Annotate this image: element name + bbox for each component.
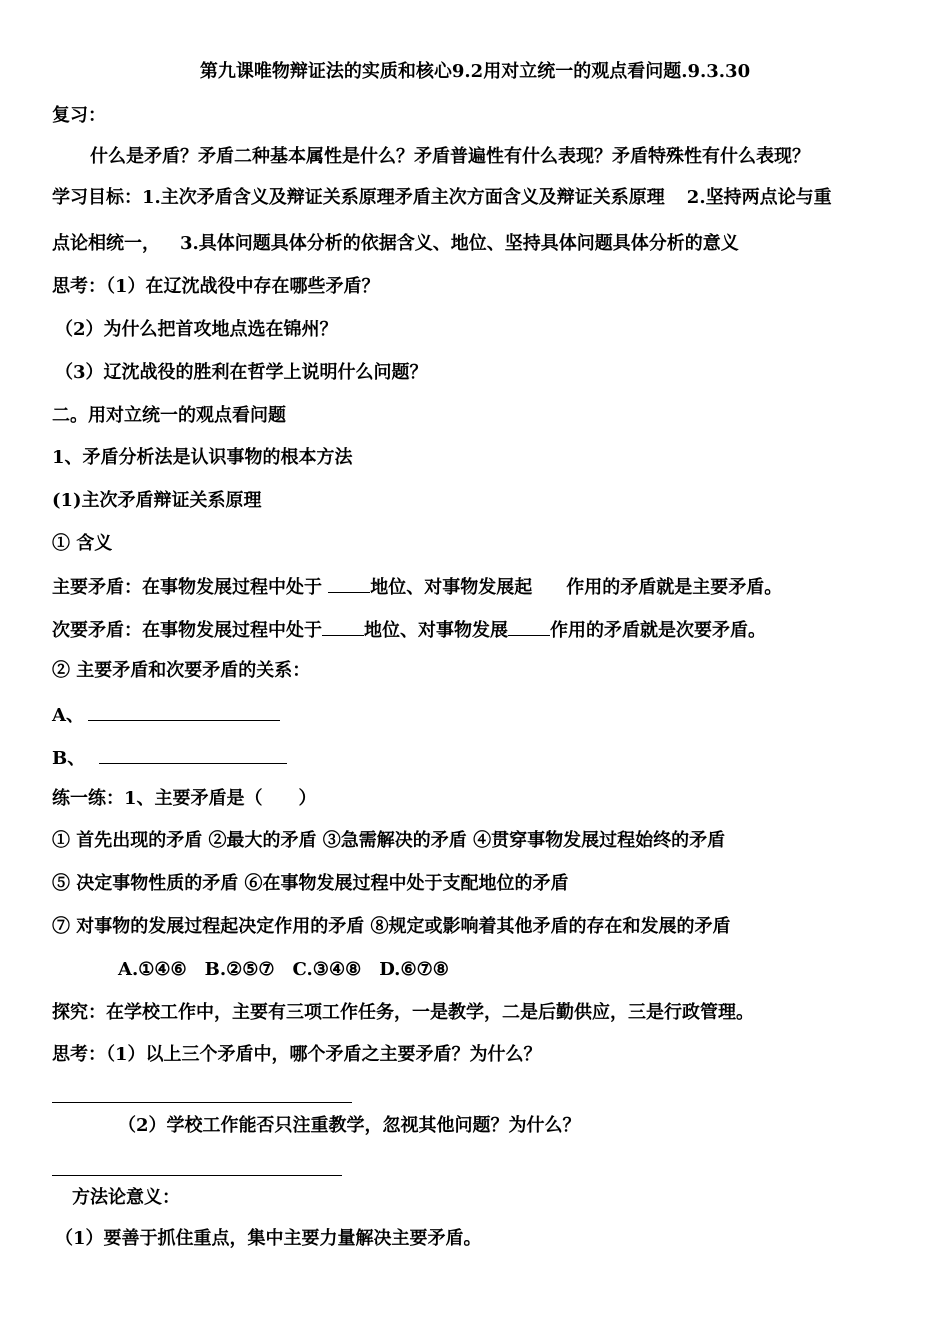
goals-part-c: 点论相统一， xyxy=(52,233,160,254)
main-def-text-b: 地位、对事物发展起 xyxy=(370,577,533,598)
main-def-text-c: 作用的矛盾就是主要矛盾。 xyxy=(566,577,783,598)
answer-choices: A.①④⑥ B.②⑤⑦ C.③④⑧ D.⑥⑦⑧ xyxy=(118,959,449,980)
review-question: 什么是矛盾？矛盾二种基本属性是什么？矛盾普遍性有什么表现？矛盾特殊性有什么表现？ xyxy=(90,146,810,167)
options-row-2: ⑤ 决定事物性质的矛盾 ⑥在事物发展过程中处于支配地位的矛盾 xyxy=(52,873,569,894)
fill-blank[interactable] xyxy=(88,702,280,721)
relation-b xyxy=(52,745,910,771)
practice-question: 练一练：1、主要矛盾是（ ） xyxy=(52,788,317,809)
relation-a xyxy=(52,702,910,728)
think2-question-1: 思考：（1）以上三个矛盾中，哪个矛盾之主要矛盾？为什么？ xyxy=(52,1044,542,1065)
main-contradiction-definition xyxy=(52,574,910,600)
secondary-contradiction-definition xyxy=(52,617,910,643)
learning-goals-line2 xyxy=(52,232,910,256)
fill-blank[interactable] xyxy=(328,574,370,593)
think-question-3: （3）辽沈战役的胜利在哲学上说明什么问题？ xyxy=(55,362,428,383)
think-question-1: 思考：（1）在辽沈战役中存在哪些矛盾？ xyxy=(52,276,380,297)
options-row-1: ① 首先出现的矛盾 ②最大的矛盾 ③急需解决的矛盾 ④贯穿事物发展过程始终的矛盾 xyxy=(52,830,726,851)
fill-blank[interactable] xyxy=(322,617,364,636)
think-question-2: （2）为什么把首攻地点选在锦州？ xyxy=(55,319,338,340)
relation-b-label: B、 xyxy=(52,748,86,769)
section-heading-2: 二。用对立统一的观点看问题 xyxy=(52,405,286,426)
explore-paragraph: 探究：在学校工作中，主要有三项工作任务，一是教学，二是后勤供应，三是行政管理。 xyxy=(52,1002,754,1023)
fill-blank[interactable] xyxy=(99,745,287,764)
relation-label: ② 主要矛盾和次要矛盾的关系： xyxy=(52,660,311,681)
subheading-1-1: (1)主次矛盾辩证关系原理 xyxy=(52,490,262,511)
fill-blank[interactable] xyxy=(508,617,550,636)
goals-part-a: 学习目标：1.主次矛盾含义及辩证关系原理矛盾主次方面含义及辩证关系原理 xyxy=(52,187,665,208)
think2-question-2: （2）学校工作能否只注重教学，忽视其他问题？为什么？ xyxy=(118,1115,581,1136)
sec-def-text-b: 地位、对事物发展 xyxy=(364,620,508,641)
answer-line[interactable] xyxy=(52,1102,352,1103)
subheading-1: 1、矛盾分析法是认识事物的根本方法 xyxy=(52,447,353,468)
goals-part-b: 2.坚持两点论与重 xyxy=(686,187,832,208)
methodology-point-1: （1）要善于抓住重点，集中主要力量解决主要矛盾。 xyxy=(55,1228,482,1249)
goals-part-d: 3.具体问题具体分析的依据含义、地位、坚持具体问题具体分析的意义 xyxy=(180,233,739,254)
learning-goals-line1 xyxy=(52,186,910,210)
meaning-label: ① 含义 xyxy=(52,533,113,554)
answer-line[interactable] xyxy=(52,1175,342,1176)
methodology-label: 方法论意义： xyxy=(72,1187,180,1208)
options-row-3: ⑦ 对事物的发展过程起决定作用的矛盾 ⑧规定或影响着其他矛盾的存在和发展的矛盾 xyxy=(52,916,731,937)
review-label: 复习： xyxy=(52,105,106,126)
sec-def-text-c: 作用的矛盾就是次要矛盾。 xyxy=(550,620,766,641)
main-def-text-a: 主要矛盾：在事物发展过程中处于 xyxy=(52,577,322,598)
page-title: 第九课唯物辩证法的实质和核心9.2用对立统一的观点看问题.9.3.30 xyxy=(199,61,751,82)
sec-def-text-a: 次要矛盾：在事物发展过程中处于 xyxy=(52,620,322,641)
relation-a-label: A、 xyxy=(52,705,84,726)
